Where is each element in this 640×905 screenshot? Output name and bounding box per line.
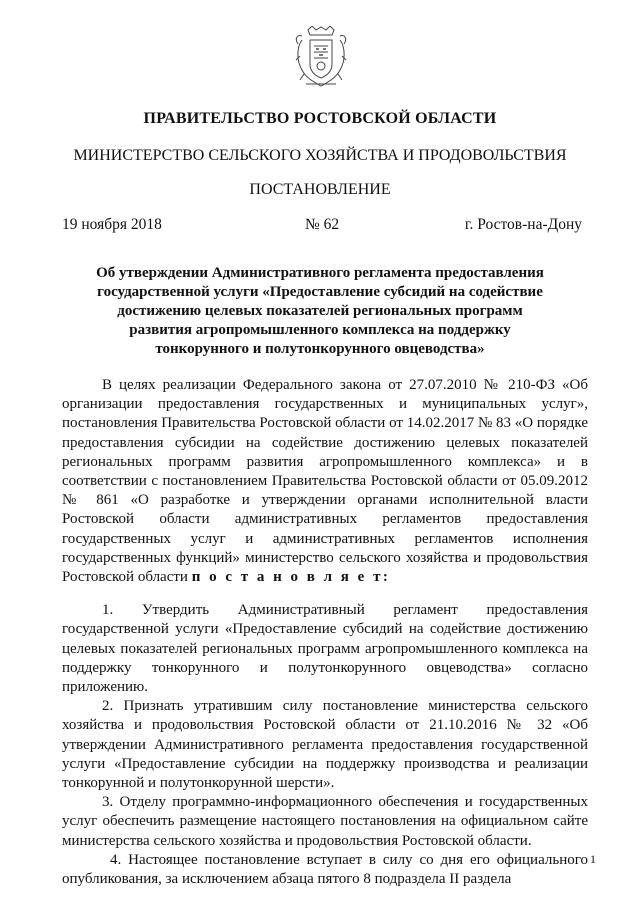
- item-paragraph: 3. Отделу программно-информационного обеспечения и государственных услуг обеспечить размещение настоящего постановления на официальном сайте министерства сельского хозяйства и продовольствия Ростовской области.: [62, 794, 588, 849]
- item-paragraph: 2. Признать утратившим силу постановление министерства сельского хозяйства и продовольствия Ростовской области от 21.10.2016 № 32 «Об утверждении Административного регламента предоставления государственной услуги «Предоставление субсидии на поддержку производства и реализации тонкорунной и полутонкорунной шерсти».: [62, 698, 588, 792]
- document-date: 19 ноября 2018: [62, 216, 162, 233]
- preamble-text: В целях реализации Федерального закона от 27.07.2010 № 210-ФЗ «Об организации предоставления государственных и муниципальных услуг», постановления Правительства Ростовской области от 14.02.2017 № 83 «О порядке предоставления субсидии на содействие достижению целевых показателей региональных программ развития агропромышленного комплекса» и в соответствии с постановлением Правительства Ростовской области от 05.09.2012 № 861 «О разработке и утверждении органами исполнительной власти Ростовской области административных регламентов предоставления государственных услуг и административных регламентов исполнения государственных функций» министерство сельского хозяйства и продовольствия Ростовской области: [62, 377, 588, 586]
- document-title: Об утверждении Административного регламента предоставления государственной услуги «Предоставление субсидий на содействие достижению целевых показателей региональных программ развития агропромышленного комплекса на поддержку тонкорунного и полутонкорунного овцеводства»: [96, 265, 544, 357]
- ministry-name: МИНИСТЕРСТВО СЕЛЬСКОГО ХОЗЯЙСТВА И ПРОДОВОЛЬСТВИЯ: [73, 147, 567, 164]
- document-city: г. Ростов-на-Дону: [464, 216, 582, 233]
- page-number: 1: [590, 852, 596, 866]
- document-number: № 62: [305, 216, 340, 233]
- document-type: ПОСТАНОВЛЕНИЕ: [249, 181, 391, 198]
- resolves-word: п о с т а н о в л я е т:: [191, 569, 391, 586]
- item-paragraph: 1. Утвердить Административный регламент предоставления государственной услуги «Предоставление субсидий на содействие достижению целевых показателей региональных программ агропромышленного комплекса на поддержку тонкорунного и полутонкорунного овцеводства» согласно приложению.: [62, 602, 588, 696]
- preamble-paragraph: [62, 376, 588, 587]
- document-body: [62, 376, 588, 889]
- item-paragraph: 4. Настоящее постановление вступает в силу со дня его официального опубликования, за исключением абзаца пятого 8 подраздела II раздела: [62, 851, 588, 888]
- coat-of-arms-emblem: [294, 26, 348, 88]
- government-name: ПРАВИТЕЛЬСТВО РОСТОВСКОЙ ОБЛАСТИ: [143, 110, 497, 127]
